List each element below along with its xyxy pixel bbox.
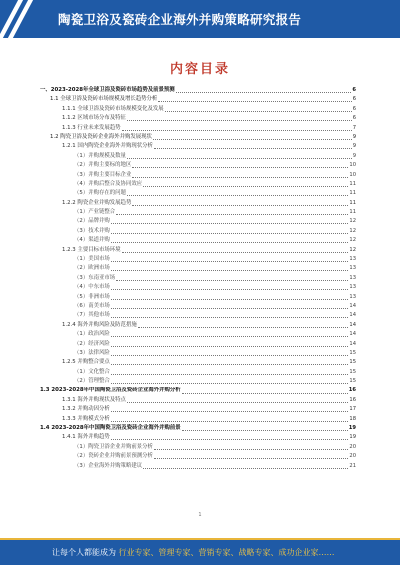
toc-entry-page: 16 [349,396,356,403]
toc-entry[interactable] [40,199,356,208]
toc-entry[interactable] [40,387,356,396]
toc-leader-dots [111,364,349,365]
toc-entry-label: （4）并购后整合及协同效应 [74,180,143,187]
toc-entry[interactable] [40,377,356,386]
toc-entry-page: 6 [352,115,356,122]
toc-entry-label: （2）品牌并购 [74,218,110,225]
toc-entry-page: 13 [349,265,356,272]
toc-entry-label: （2）管理整合 [74,378,110,385]
toc-entry-page: 13 [349,256,356,263]
toc-leader-dots [111,374,349,375]
toc-leader-dots [111,336,349,337]
toc-leader-dots [111,355,349,356]
toc-entry-label: 1.3.1 海外并购现状及特点 [62,396,126,403]
toc-entry[interactable] [40,217,356,226]
toc-entry-label: （2）经济风险 [74,340,110,347]
toc-leader-dots [111,289,349,290]
toc-entry-page: 14 [349,331,356,338]
toc-leader-dots [111,411,349,412]
toc-entry[interactable] [40,86,356,95]
toc-entry[interactable] [40,171,356,180]
toc-entry-page: 11 [349,190,356,197]
toc-entry-label: 1.1.1 全球卫浴及瓷砖市场规模变化及发展 [62,105,164,112]
toc-entry-page: 10 [349,162,356,169]
toc-leader-dots [111,261,349,262]
toc-entry-label: （5）非洲市场 [74,293,110,300]
toc-entry-page: 15 [349,378,356,385]
toc-entry[interactable] [40,208,356,217]
toc-entry-page: 11 [349,180,356,187]
toc-entry-label: （6）南美市场 [74,302,110,309]
toc-leader-dots [176,92,352,93]
toc-entry-label: （4）渠道并购 [74,237,110,244]
toc-entry-page: 11 [349,209,356,216]
toc-leader-dots [153,139,352,140]
toc-entry-label: 1.2 陶瓷卫浴及瓷砖企业海外并购发展现状 [50,133,152,140]
toc-entry[interactable] [40,443,356,452]
toc-entry-label: （4）中东市场 [74,284,110,291]
toc-leader-dots [111,242,349,243]
footer-divider [0,538,400,540]
toc-entry-label: （2）欧洲市场 [74,265,110,272]
toc-entry[interactable] [40,358,356,367]
toc-entry[interactable] [40,161,356,170]
toc-entry[interactable] [40,302,356,311]
toc-entry-page: 13 [349,293,356,300]
toc-entry-label: （1）文化整合 [74,368,110,375]
toc-leader-dots [154,458,348,459]
toc-entry-label: （7）其他市场 [74,312,110,319]
toc-entry-page: 6 [352,86,356,93]
toc-entry-label: （1）陶瓷卫浴企业并购前景分析 [74,443,153,450]
footer-slogan-highlight: 行业专家、管理专家、营销专家、战略专家、成功企业家…… [118,548,335,557]
toc-leader-dots [111,270,349,271]
toc-entry[interactable] [40,452,356,461]
toc-entry[interactable] [40,133,356,142]
toc-leader-dots [132,205,348,206]
toc-leader-dots [143,468,348,469]
toc-entry[interactable] [40,433,356,442]
toc-entry-page: 12 [349,218,356,225]
toc-entry[interactable] [40,95,356,104]
toc-entry[interactable] [40,114,356,123]
toc-entry-page: 7 [352,124,356,131]
toc-entry[interactable] [40,255,356,264]
toc-entry-page: 20 [349,443,356,450]
toc-leader-dots [116,214,348,215]
toc-entry[interactable] [40,283,356,292]
toc-leader-dots [154,148,352,149]
toc-entry-label: 1.2.1 国内陶瓷企业海外并购现状分析 [62,143,153,150]
toc-leader-dots [111,421,349,422]
toc-entry[interactable] [40,311,356,320]
toc-entry-label: （1）产业链整合 [74,209,116,216]
toc-leader-dots [132,177,348,178]
toc-leader-dots [127,158,352,159]
toc-entry-page: 9 [352,133,356,140]
toc-entry-page: 9 [352,143,356,150]
page-number: 1 [198,512,202,518]
toc-leader-dots [138,327,349,328]
toc-entry-page: 15 [349,359,356,366]
toc-entry-label: （3）技术并购 [74,227,110,234]
toc-entry-label: （3）法律风险 [74,349,110,356]
toc-leader-dots [111,383,349,384]
toc-entry-label: （2）瓷砖企业并购前景预测分析 [74,453,153,460]
toc-entry-label: （1）政治风险 [74,331,110,338]
toc-entry-page: 15 [349,349,356,356]
toc-entry[interactable] [40,321,356,330]
toc-entry[interactable] [40,264,356,273]
toc-leader-dots [116,280,348,281]
toc-leader-dots [111,233,349,234]
toc-entry-label: 1.2.4 海外并购风险及防范措施 [62,321,137,328]
toc-entry-label: 1.3.3 并购模式分析 [62,415,110,422]
toc-leader-dots [111,223,349,224]
toc-entry[interactable] [40,340,356,349]
toc-entry-page: 13 [349,274,356,281]
toc-entry-label: （1）并购规模及数量 [74,152,126,159]
toc-entry[interactable] [40,330,356,339]
toc-entry[interactable] [40,124,356,133]
toc-entry-page: 17 [349,406,356,413]
toc-entry[interactable] [40,349,356,358]
toc-leader-dots [158,101,351,102]
toc-entry[interactable] [40,293,356,302]
report-title: 陶瓷卫浴及瓷砖企业海外并购策略研究报告 [58,12,302,27]
toc-leader-dots [165,111,352,112]
toc-entry-label: （1）美国市场 [74,256,110,263]
toc-leader-dots [132,167,348,168]
table-of-contents [40,86,356,471]
report-header [0,0,400,38]
toc-entry-page: 14 [349,340,356,347]
toc-entry-page: 19 [349,434,356,441]
toc-entry[interactable] [40,180,356,189]
toc-leader-dots [127,402,348,403]
toc-entry-label: 1.3.2 并购动因分析 [62,406,110,413]
toc-entry-page: 10 [349,171,356,178]
toc-entry[interactable] [40,189,356,198]
toc-entry-page: 6 [352,96,356,103]
toc-entry-label: 1.1.3 行业未来发展趋势 [62,124,121,131]
toc-entry[interactable] [40,396,356,405]
toc-leader-dots [127,120,352,121]
toc-leader-dots [154,449,348,450]
toc-entry-page: 11 [349,199,356,206]
toc-entry[interactable] [40,415,356,424]
toc-entry-page: 15 [349,368,356,375]
toc-entry-page: 14 [349,302,356,309]
toc-entry[interactable] [40,227,356,236]
toc-entry-label: 1.2.2 陶瓷企业并购发展趋势 [62,199,132,206]
toc-entry-page: 13 [349,284,356,291]
report-footer [0,538,400,565]
toc-entry-label: （5）并购存在的问题 [74,190,126,197]
toc-entry-label: 1.4 2023-2028年中国陶瓷卫浴及瓷砖企业海外并购前景 [40,425,181,432]
toc-entry-label: 一、2023-2028年全球卫浴及瓷砖市场趋势及前景预测 [40,86,175,93]
toc-leader-dots [122,130,352,131]
toc-entry[interactable] [40,424,356,433]
toc-entry-page: 21 [349,462,356,469]
toc-entry-label: 1.4.1 海外并购趋势 [62,434,110,441]
toc-entry-page: 19 [348,425,356,432]
toc-entry-label: 1.1.2 区域市场分布及特征 [62,115,126,122]
footer-slogan-prefix: 让每个人都能成为 [52,548,116,557]
toc-entry-label: （3）东南亚市场 [74,274,116,281]
toc-entry-label: （3）企业海外并购策略建议 [74,462,143,469]
toc-entry-page: 16 [348,387,356,394]
toc-entry[interactable] [40,462,356,471]
toc-leader-dots [111,317,349,318]
toc-entry[interactable] [40,105,356,114]
toc-entry[interactable] [40,246,356,255]
toc-entry-label: 1.2.3 主要目标市场环境 [62,246,121,253]
toc-leader-dots [111,439,349,440]
toc-entry-page: 12 [349,237,356,244]
toc-leader-dots [122,252,349,253]
toc-entry-page: 12 [349,227,356,234]
toc-leader-dots [111,308,349,309]
toc-entry-page: 20 [349,453,356,460]
toc-entry[interactable] [40,142,356,151]
toc-leader-dots [111,346,349,347]
toc-entry-label: （2）并购主要标的地区 [74,162,132,169]
toc-leader-dots [182,430,348,431]
toc-entry-label: 1.3 2023-2028年中国陶瓷卫浴及瓷砖企业海外并购分析 [40,387,181,394]
toc-leader-dots [111,299,349,300]
toc-entry[interactable] [40,274,356,283]
toc-entry-page: 6 [352,105,356,112]
toc-entry[interactable] [40,152,356,161]
toc-entry[interactable] [40,368,356,377]
toc-entry-page: 9 [352,152,356,159]
toc-entry-label: 1.1 全球卫浴及瓷砖市场规模及增长趋势分析 [50,96,158,103]
toc-leader-dots [143,186,348,187]
toc-heading: 内容目录 [169,62,230,77]
toc-entry-page: 12 [349,246,356,253]
toc-entry[interactable] [40,236,356,245]
toc-entry-label: （3）并购主要目标企业 [74,171,132,178]
toc-leader-dots [182,393,348,394]
toc-entry-label: 1.2.5 并购整合要点 [62,359,110,366]
toc-leader-dots [127,195,348,196]
footer-slogan [52,547,335,558]
toc-entry-page: 14 [349,312,356,319]
toc-entry[interactable] [40,405,356,414]
toc-entry-page: 18 [349,415,356,422]
toc-entry-page: 14 [349,321,356,328]
